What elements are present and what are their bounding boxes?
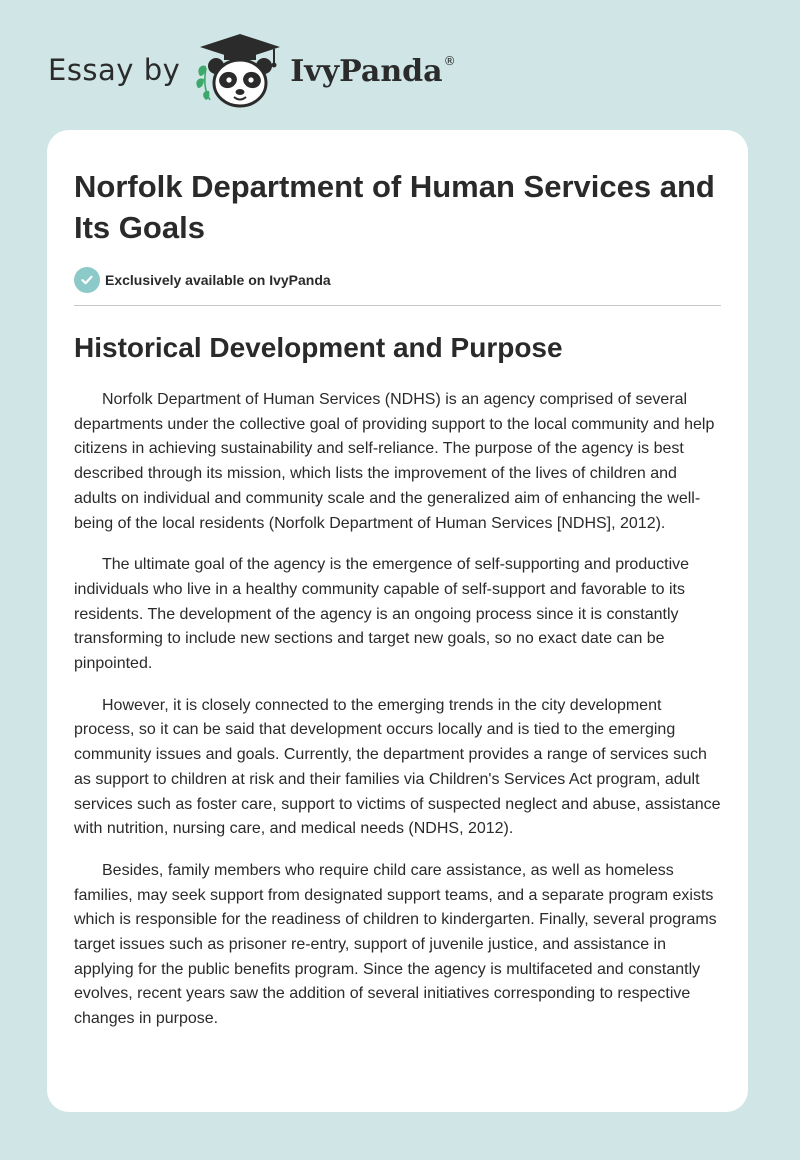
checkmark-icon [74, 267, 100, 293]
paragraph: Norfolk Department of Human Services (NDHS) is an agency comprised of several departments under the collective goal of providing support to the local community and help citizens in achieving sustainability and self-reliance. The purpose of the agency is best described through its mission, which lists the improvement of the lives of children and adults on individual and community scale and the generalized aim of enhancing the well-being of the local residents (Norfolk Department of Human Services [NDHS], 2012). [74, 391, 715, 532]
paragraph: However, it is closely connected to the emerging trends in the city development process, so it can be said that development occurs locally and is tied to the emerging community issues and goals. Currently, the department provides a range of services such as support to children at risk and their families via Children's Services Act program, adult services such as foster care, support to victims of suspected neglect and abuse, assistance with nutrition, nursing care, and medical needs (NDHS, 2012). [74, 696, 721, 838]
brand-prefix: Essay by [48, 53, 181, 87]
essay-card [47, 130, 748, 1112]
registered-mark: ® [443, 53, 456, 68]
divider [74, 305, 721, 306]
paragraph: Besides, family members who require child care assistance, as well as homeless families, may seek support from designated support teams, and a separate program exists which is responsible for the readiness of children to kindergarten. Finally, several programs target issues such as prisoner re-entry, support of juvenile justice, and assistance in applying for the public benefits program. Since the agency is multifaceted and constantly evolves, recent years saw the addition of several initiatives corresponding to respective changes in purpose. [74, 861, 717, 1028]
exclusive-badge-text: Exclusively available on IvyPanda [105, 272, 331, 288]
paragraph: The ultimate goal of the agency is the emergence of self-supporting and productive individuals who live in a healthy community capable of self-support and favorable to its residents. The development of the agency is an ongoing process since it is constantly transforming to include new sections and target new goals, so no exact date can be pinpointed. [74, 556, 690, 673]
essay-title: Norfolk Department of Human Services and Its Goals [74, 169, 715, 245]
panda-graduate-icon [194, 30, 286, 110]
exclusive-badge [74, 266, 721, 294]
brand-logo[interactable] [48, 30, 456, 110]
brand-name: IvyPanda® [290, 53, 456, 89]
section-heading: Historical Development and Purpose [74, 332, 563, 363]
